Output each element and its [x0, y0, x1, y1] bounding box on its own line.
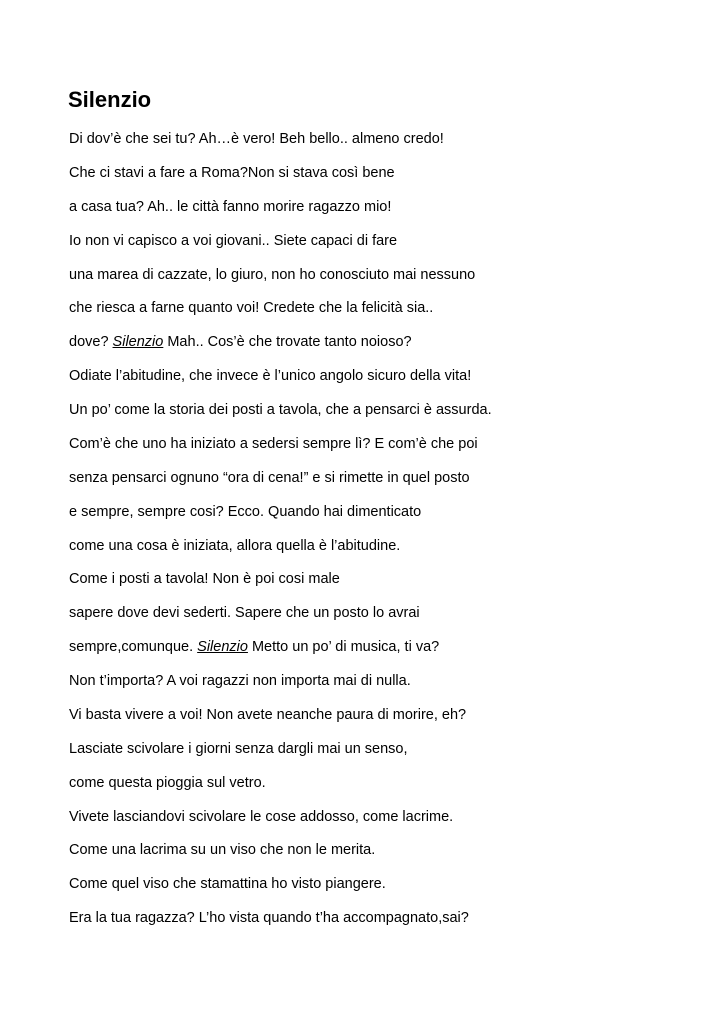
text-line: Era la tua ragazza? L’ho vista quando t’ha accompagnato,sai? [69, 910, 469, 927]
text-line: a casa tua? Ah.. le città fanno morire ragazzo mio! [69, 198, 392, 215]
text-segment: sempre,comunque. [69, 639, 198, 656]
text-segment: Metto un po’ di musica, ti va? [247, 639, 440, 656]
text-segment: Mah.. Cos’è che trovate tanto noioso? [163, 334, 412, 351]
text-line: e sempre, sempre cosi? Ecco. Quando hai dimenticato [69, 503, 422, 520]
emphasized-word: Silenzio [197, 639, 248, 656]
text-line: Vivete lasciandovi scivolare le cose addosso, come lacrime. [69, 808, 454, 825]
text-line: Come quel viso che stamattina ho visto piangere. [69, 876, 386, 893]
text-line: Non t’importa? A voi ragazzi non importa mai di nulla. [69, 673, 411, 689]
text-line: senza pensarci ognuno “ora di cena!” e si rimette in quel posto [69, 469, 470, 486]
text-line: Com’è che uno ha iniziato a sedersi sempre lì? E com’è che poi [69, 435, 478, 452]
text-line: una marea di cazzate, lo giuro, non ho conosciuto mai nessuno [69, 266, 476, 283]
text-line: sapere dove devi sederti. Sapere che un posto lo avrai [69, 605, 420, 622]
text-line: Io non vi capisco a voi giovani.. Siete capaci di fare [69, 232, 398, 249]
text-line-with-emphasis [69, 636, 492, 670]
document-title: Silenzio [68, 87, 152, 112]
text-line: Di dov’è che sei tu? Ah…è vero! Beh bello.. almeno credo! [69, 131, 444, 147]
text-line: Un po’ come la storia dei posti a tavola, che a pensarci è assurda. [69, 402, 492, 418]
text-segment: dove? [69, 334, 113, 351]
text-line: Odiate l’abitudine, che invece è l’unico angolo sicuro della vita! [69, 368, 472, 385]
emphasized-word: Silenzio [112, 334, 164, 351]
text-line: Come i posti a tavola! Non è poi cosi male [69, 571, 340, 588]
text-line: come una cosa è iniziata, allora quella è l’abitudine. [69, 537, 401, 554]
text-line-with-emphasis [69, 331, 492, 365]
poem-body [69, 128, 492, 941]
text-line: Lasciate scivolare i giorni senza dargli mai un senso, [69, 740, 408, 757]
text-line: Vi basta vivere a voi! Non avete neanche paura di morire, eh? [69, 706, 467, 723]
text-line: come questa pioggia sul vetro. [69, 774, 266, 791]
text-line: Come una lacrima su un viso che non le merita. [69, 842, 376, 859]
text-line: Che ci stavi a fare a Roma?Non si stava così bene [69, 164, 395, 181]
text-line: che riesca a farne quanto voi! Credete che la felicità sia.. [69, 300, 434, 317]
